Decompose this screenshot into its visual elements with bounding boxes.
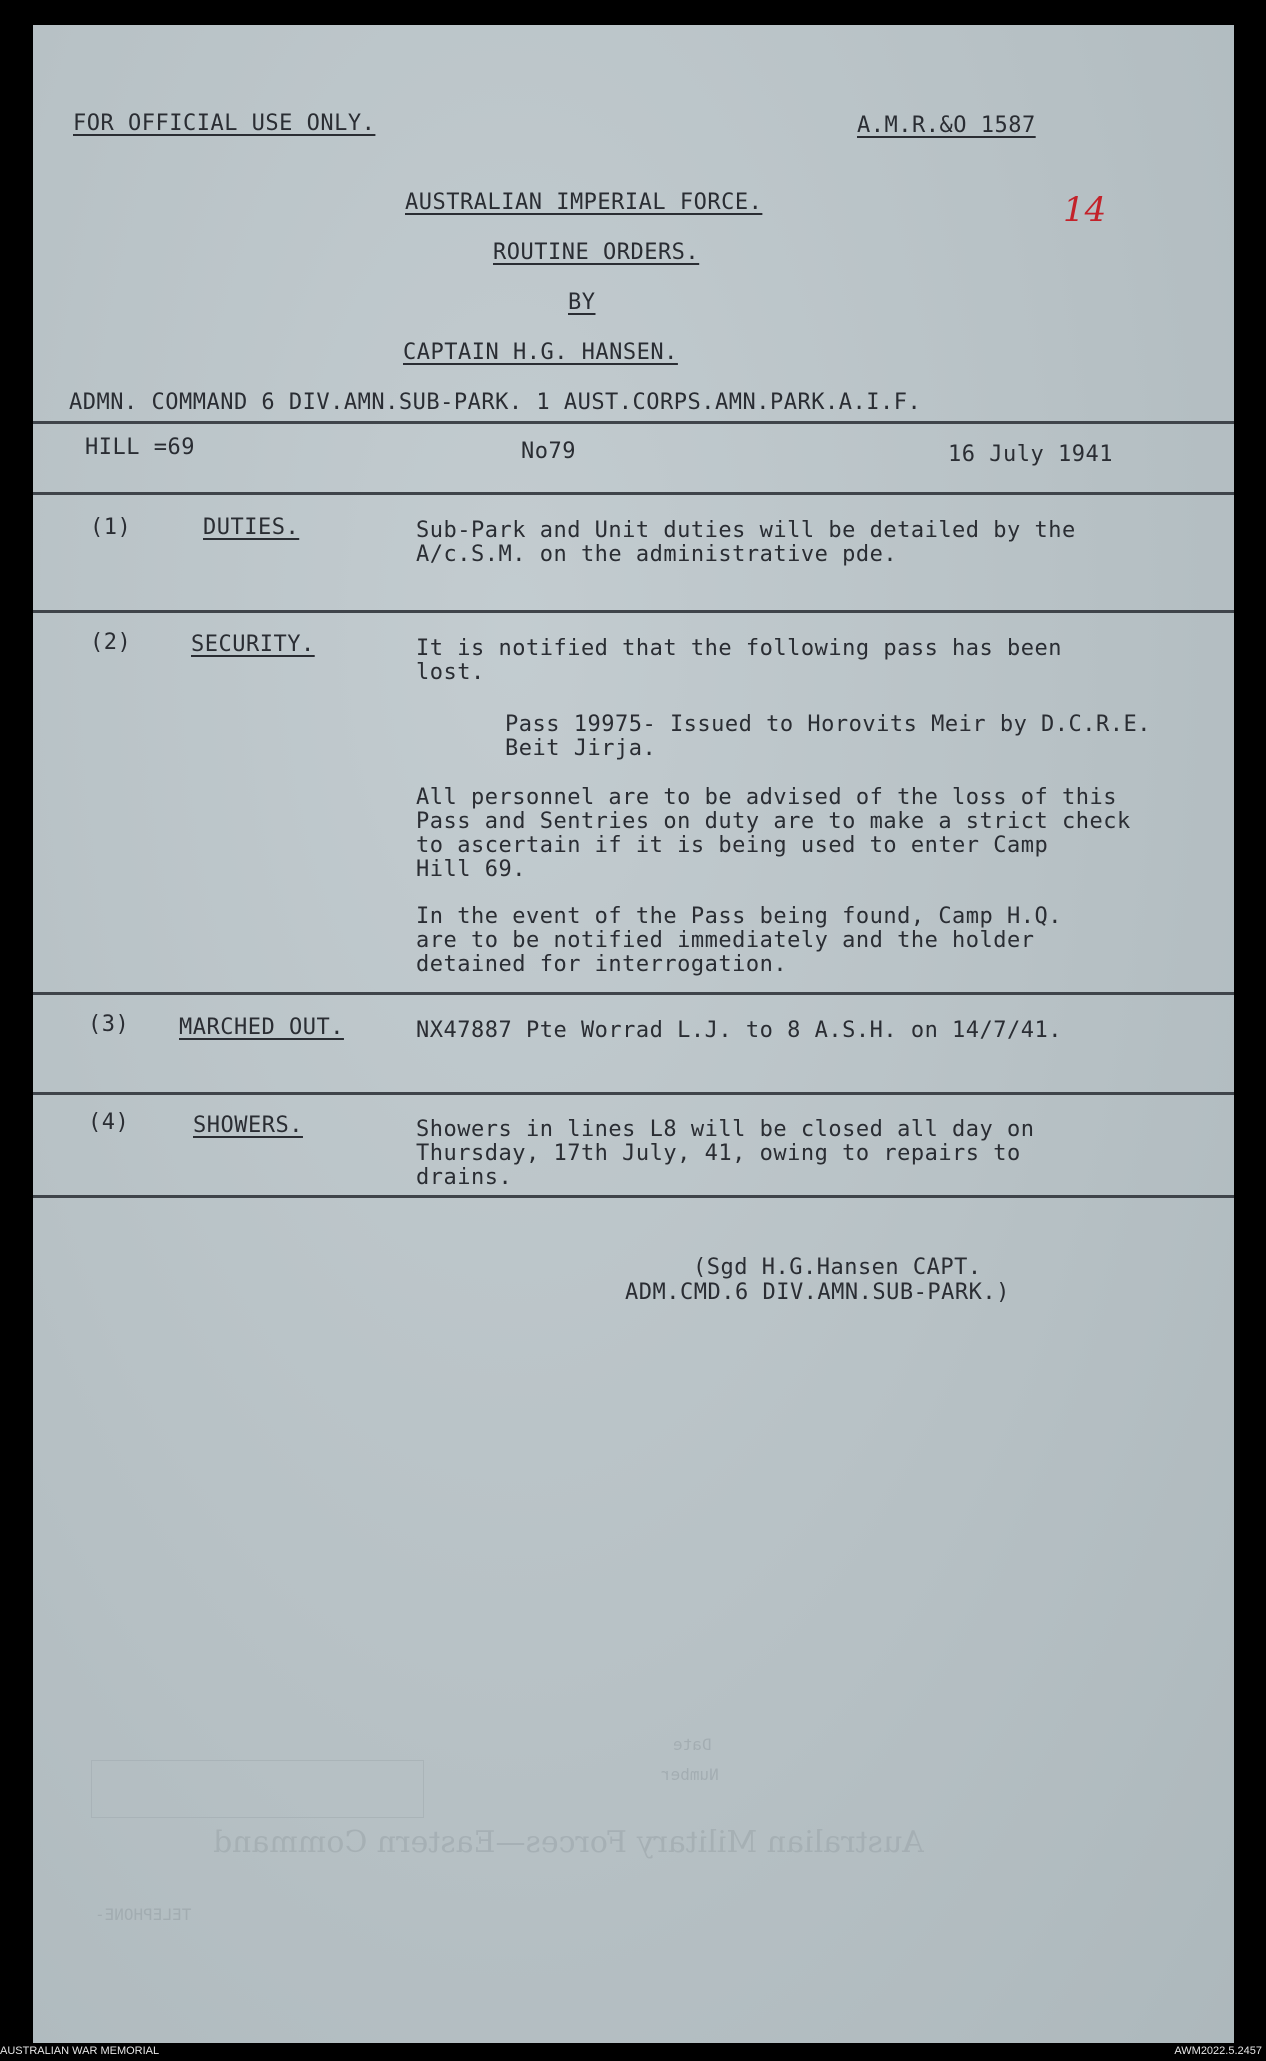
classification-marking: FOR OFFICIAL USE ONLY. — [73, 111, 376, 136]
show-through-text: TELEPHONE- — [95, 1905, 192, 1924]
footer-accession-number: AWM2022.5.2457 — [1174, 2045, 1262, 2057]
header-rule — [33, 421, 1234, 424]
item-text: It is notified that the following pass has been lost. — [416, 636, 1063, 685]
footer-attribution: AUSTRALIAN WAR MEMORIAL — [0, 2045, 160, 2057]
item-heading-duties: DUTIES. — [203, 515, 300, 540]
show-through-text: Date — [673, 1735, 712, 1754]
item-number: (2) — [90, 630, 132, 655]
item-heading-showers: SHOWERS. — [193, 1113, 303, 1138]
item-number: (3) — [88, 1012, 130, 1037]
unit-designation: ADMN. COMMAND 6 DIV.AMN.SUB-PARK. 1 AUST.CORPS.AMN.PARK.A.I.F. — [69, 390, 922, 415]
signature-line: (Sgd H.G.Hansen CAPT. — [693, 1255, 982, 1280]
issuing-officer: CAPTAIN H.G. HANSEN. — [403, 340, 678, 365]
order-reference: A.M.R.&O 1587 — [857, 113, 1036, 138]
handwritten-folio-number: 14 — [1063, 190, 1107, 230]
section-rule — [33, 1092, 1234, 1095]
show-through-box — [91, 1760, 424, 1818]
item-text: Showers in lines L8 will be closed all day on Thursday, 17th July, 41, owing to repairs to drains. — [416, 1117, 1035, 1190]
show-through-letterhead: Australian Military Forces—Eastern Command — [213, 1825, 924, 1860]
section-rule — [33, 1195, 1234, 1198]
show-through-text: Number — [661, 1765, 719, 1784]
document-subtitle: ROUTINE ORDERS. — [493, 240, 700, 265]
location: HILL =69 — [85, 435, 195, 460]
order-date: 16 July 1941 — [948, 442, 1113, 467]
document-sheet — [33, 25, 1234, 2043]
signature-unit: ADM.CMD.6 DIV.AMN.SUB-PARK.) — [625, 1280, 1010, 1305]
section-rule — [33, 610, 1234, 613]
item-text: All personnel are to be advised of the loss of this Pass and Sentries on duty are to make a strict check to ascertain if it is being used to enter Camp Hill 69. — [416, 785, 1131, 882]
item-heading-security: SECURITY. — [191, 632, 315, 657]
document-title: AUSTRALIAN IMPERIAL FORCE. — [405, 190, 763, 215]
item-number: (4) — [88, 1110, 130, 1135]
pass-details: Pass 19975- Issued to Horovits Meir by D.C.R.E. Beit Jirja. — [505, 712, 1152, 761]
section-rule — [33, 992, 1234, 995]
item-text: In the event of the Pass being found, Camp H.Q. are to be notified immediately and the holder detained for interrogation. — [416, 904, 1063, 977]
item-text: Sub-Park and Unit duties will be detailed by the A/c.S.M. on the administrative pde. — [416, 518, 1076, 567]
item-text: NX47887 Pte Worrad L.J. to 8 A.S.H. on 14/7/41. — [416, 1018, 1063, 1043]
by-line: BY — [568, 290, 596, 315]
item-number: (1) — [90, 515, 132, 540]
order-number: No79 — [521, 439, 576, 464]
item-heading-marched-out: MARCHED OUT. — [179, 1015, 344, 1040]
section-rule — [33, 492, 1234, 495]
